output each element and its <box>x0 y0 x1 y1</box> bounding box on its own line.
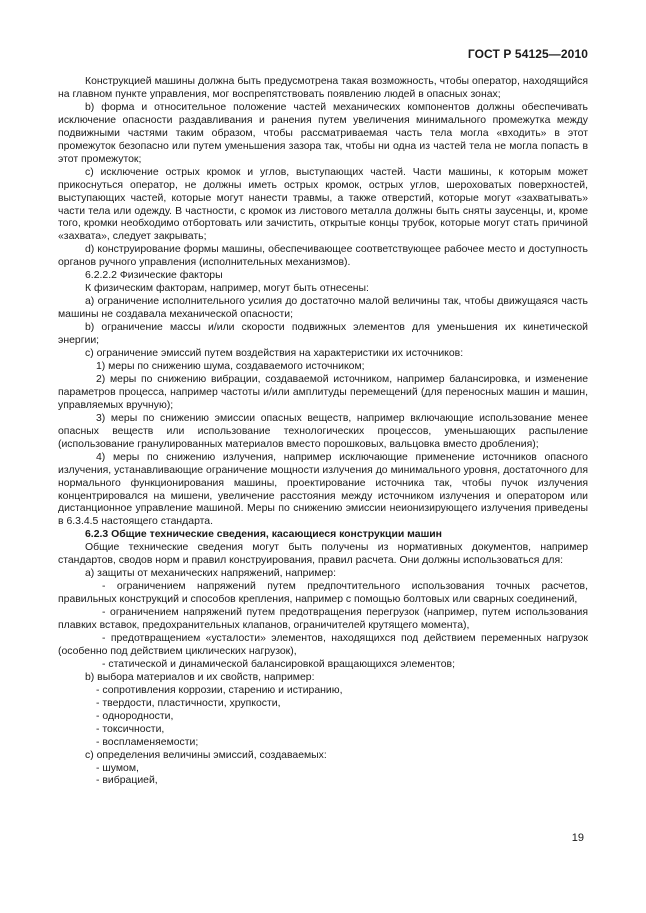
paragraph: - однородности, <box>96 710 174 722</box>
paragraph: - токсичности, <box>96 723 165 735</box>
paragraph: c) исключение острых кромок и углов, выступающих частей. Части машины, к которым может прикоснуться оператор, не должны иметь острых кромок, острых углов, шероховатых поверхностей, выступающих частей, которые могут нанести травмы, а также отверстий, которые могут «захватывать» части тела или одежду. В частности, с кромок из листового металла должны быть сняты заусенцы, и, кроме того, кромки необходимо отбортовать или зачистить, открытые концы трубок, которые могут стать причиной «захвата», следует закрывать; <box>58 166 588 243</box>
paragraph: - статической и динамической балансировкой вращающихся элементов; <box>102 658 455 670</box>
paragraph: c) ограничение эмиссий путем воздействия на характеристики их источников: <box>85 348 464 360</box>
paragraph: 3) меры по снижению эмиссии опасных веществ, например включающие использование менее опасных веществ или использование технологических процессов, уменьшающих распыление (использование гранулированных материалов вместо порошковых, вальцовка вместо дробления); <box>58 412 588 450</box>
paragraph: - ограничением напряжений путем предпочтительного использования точных расчетов, правильных конструкций и способов крепления, например с помощью болтовых или сварных соединений, <box>58 581 588 606</box>
paragraph: Общие технические сведения могут быть получены из нормативных документов, например стандартов, сводов норм и правил конструирования, правил расчета. Они должны использоваться для: <box>58 542 588 567</box>
document-body <box>58 76 588 788</box>
paragraph: - вибрацией, <box>96 775 158 787</box>
paragraph: b) форма и относительное положение частей механических компонентов должны обеспечивать исключение опасности раздавливания и ранения путем увеличения минимального промежутка между подвижными частями таким образом, чтобы рассматриваемая часть тела могла «входить» в этот промежуток безопасно или путем уменьшения зазора так, чтобы ни одна из частей тела не могла попасть в этот промежуток; <box>58 101 588 165</box>
paragraph: Конструкцией машины должна быть предусмотрена такая возможность, чтобы оператор, находящийся на главном пункте управления, мог воспрепятствовать появлению людей в опасных зонах; <box>58 76 588 100</box>
paragraph: - твердости, пластичности, хрупкости, <box>96 697 281 709</box>
paragraph: c) определения величины эмиссий, создаваемых: <box>85 749 327 761</box>
paragraph: 6.2.2.2 Физические факторы <box>85 270 223 282</box>
paragraph: d) конструирование формы машины, обеспечивающее соответствующее рабочее место и доступность органов ручного управления (исполнительных механизмов). <box>58 244 588 269</box>
paragraph: 1) меры по снижению шума, создаваемого источником; <box>96 360 365 372</box>
standard-header: ГОСТ Р 54125—2010 <box>467 47 588 61</box>
paragraph: - воспламеняемости; <box>96 736 199 748</box>
paragraph: - предотвращением «усталости» элементов, находящихся под действием переменных нагрузок (особенно под действием циклических нагрузок), <box>58 632 588 657</box>
paragraph: a) защиты от механических напряжений, например: <box>85 568 336 580</box>
paragraph: - ограничением напряжений путем предотвращения перегрузок (например, путем использования плавких вставок, предохранительных клапанов, ограничителей крутящего момента), <box>58 607 588 632</box>
paragraph: b) выбора материалов и их свойств, например: <box>85 671 315 683</box>
paragraph: - сопротивления коррозии, старению и истиранию, <box>96 684 343 696</box>
paragraph: b) ограничение массы и/или скорости подвижных элементов для уменьшения их кинетической энергии; <box>58 322 588 347</box>
section-heading: 6.2.3 Общие технические сведения, касающиеся конструкции машин <box>85 529 442 541</box>
paragraph: a) ограничение исполнительного усилия до достаточно малой величины так, чтобы движущаяся часть машины не создавала механической опасности; <box>58 296 588 321</box>
paragraph: - шумом, <box>96 762 139 774</box>
paragraph: К физическим факторам, например, могут быть отнесены: <box>85 283 369 295</box>
paragraph: 2) меры по снижению вибрации, создаваемой источником, например балансировка, и изменение параметров процесса, например частоты и/или амплитуды перемещений (для переносных машин и машин, управляемых вручную); <box>58 373 588 411</box>
page-number: 19 <box>571 832 584 844</box>
paragraph: 4) меры по снижению излучения, например исключающие применение источников опасного излучения, устанавливающие ограничение мощности излучения до минимального уровня, достаточного для нормального функционирования машины, проектирование источника так, чтобы пучок излучения концентрировался на мишени, увеличение расстояния между источником излучения и оператором или дистанционное управление машиной. Меры по снижению эмиссии неионизирующего излучения приведены в 6.3.4.5 настоящего стандарта. <box>58 451 588 528</box>
